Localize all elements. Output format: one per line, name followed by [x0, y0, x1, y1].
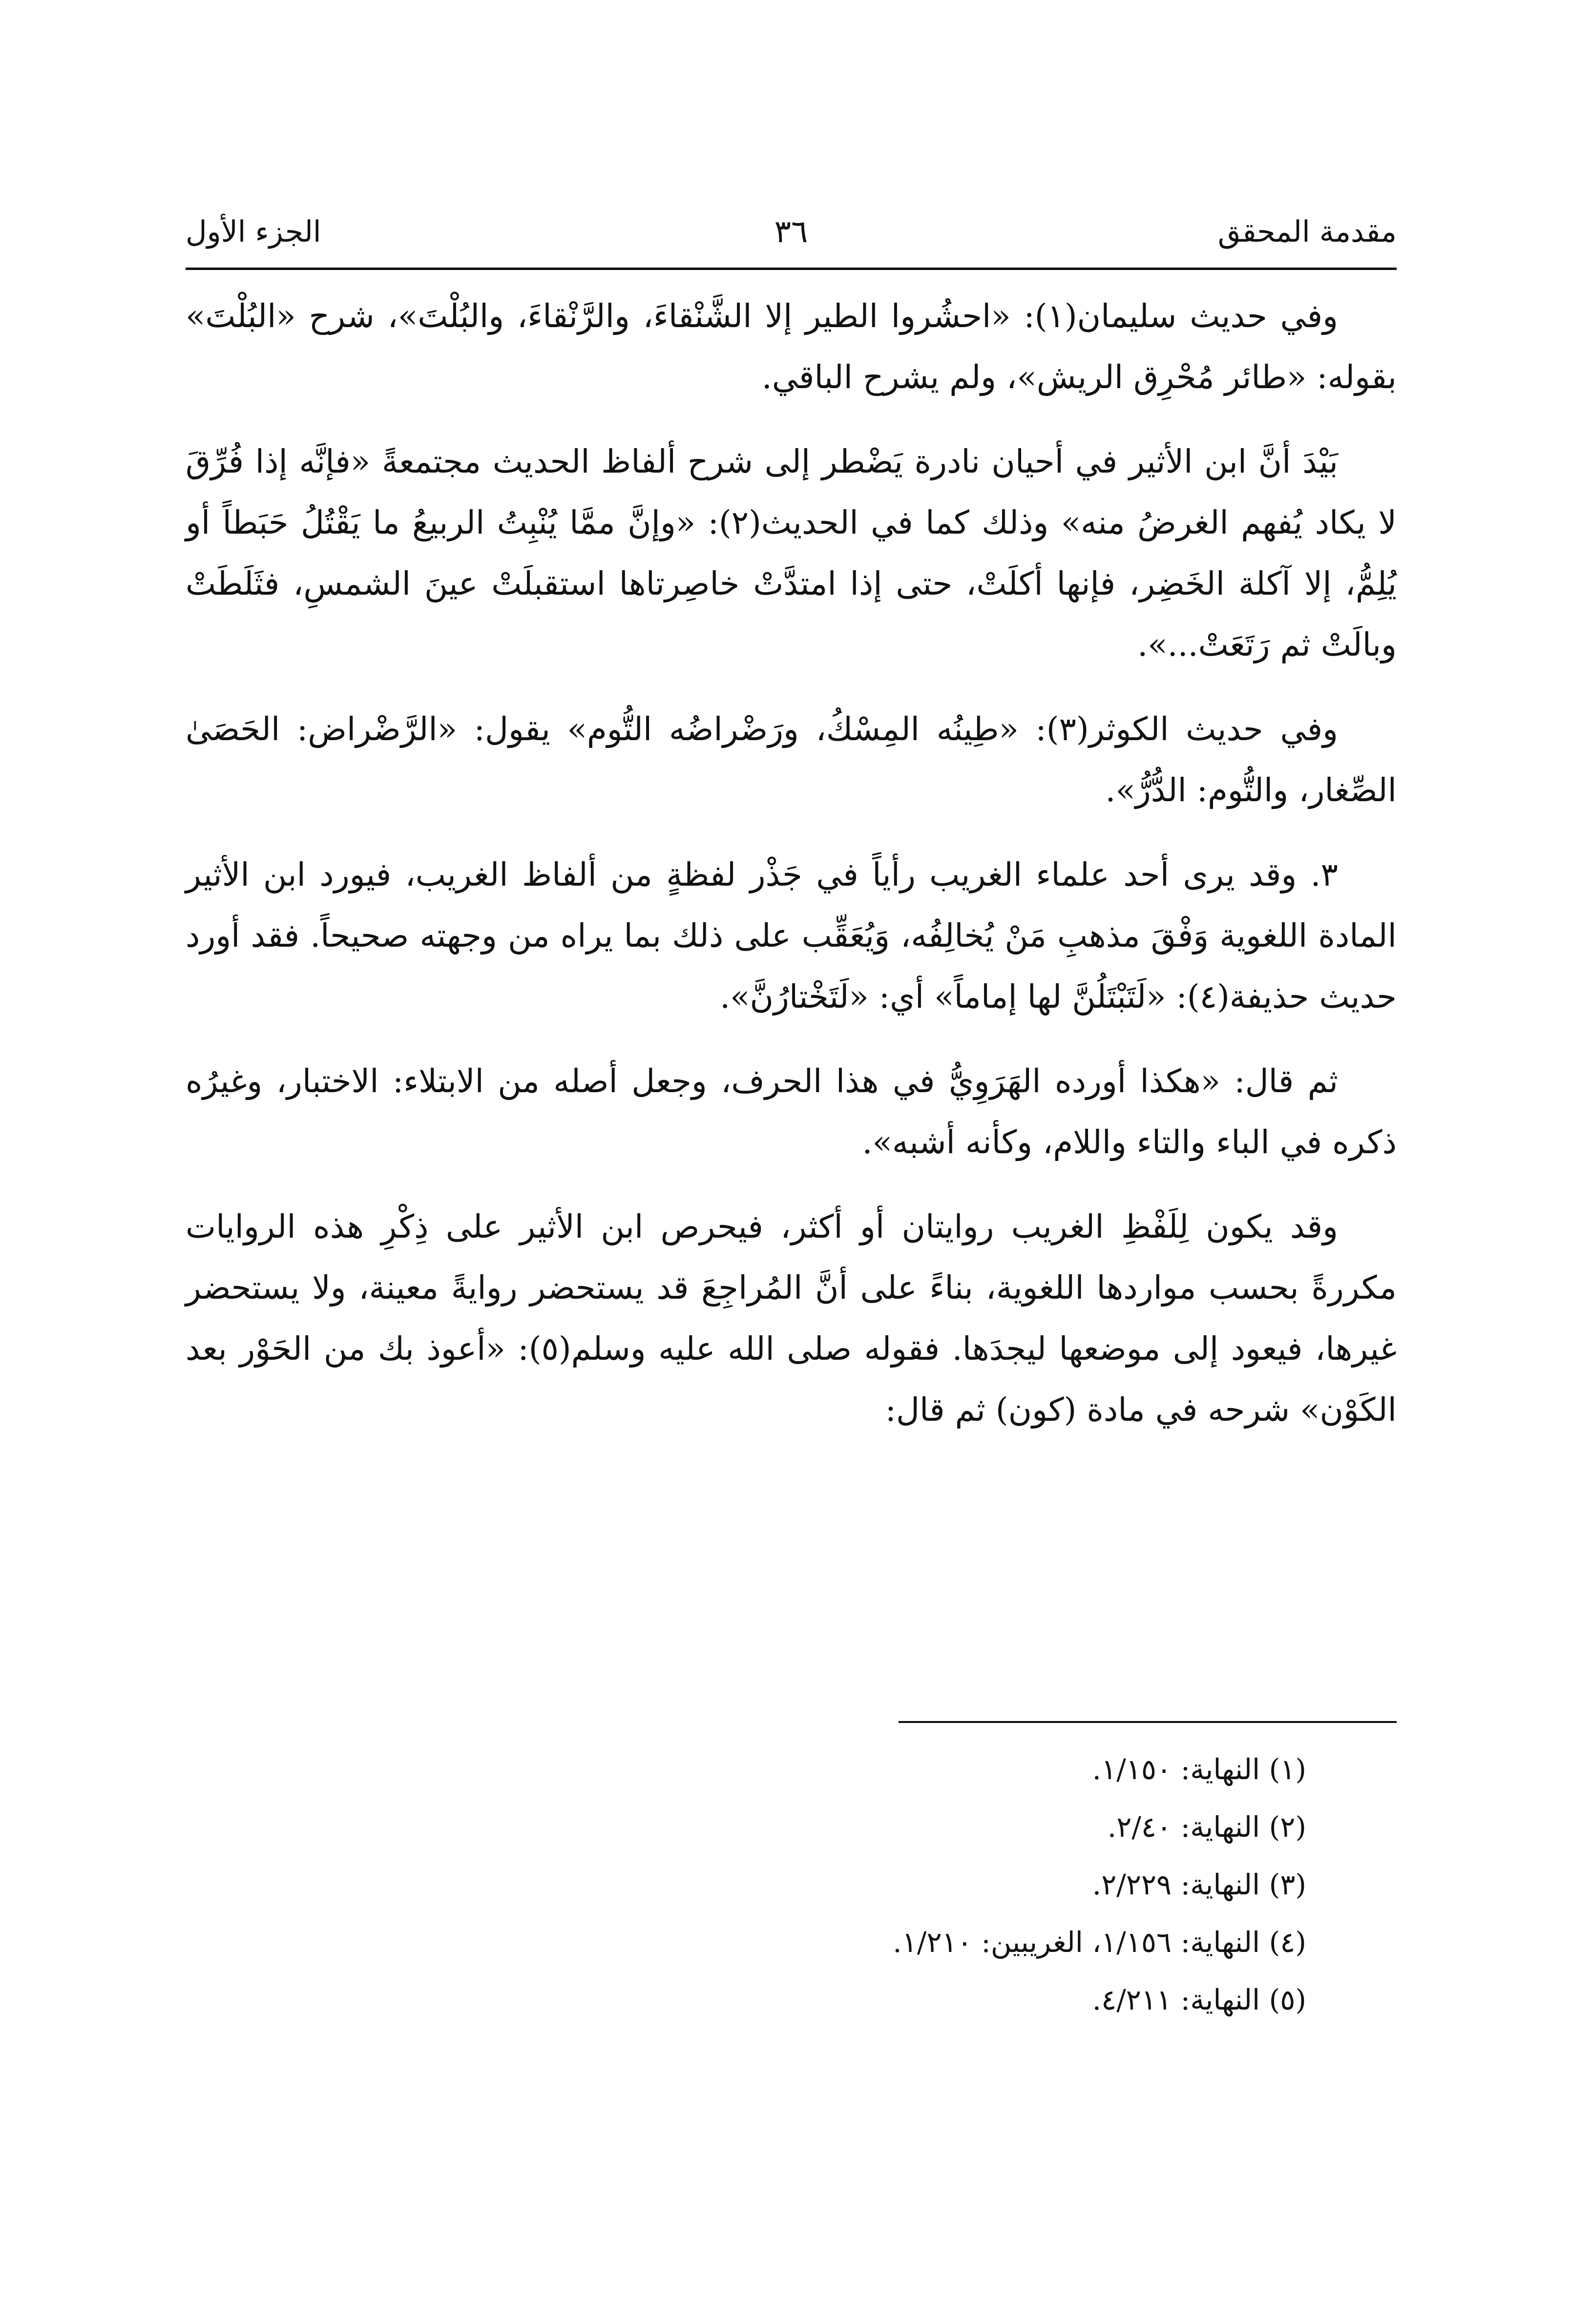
- footnote: (٣) النهاية: ٢/٢٢٩.: [1092, 1868, 1306, 1901]
- footnote-rule: [899, 1721, 1397, 1723]
- paragraph: ثم قال: «هكذا أورده الهَرَوِيُّ في هذا الحرف، وجعل أصله من الابتلاء: الاختبار، وغيرُه ذكره في الباء والتاء واللام، وكأنه أشبه».: [186, 1062, 1397, 1161]
- footnotes-list: [186, 1741, 1306, 2029]
- volume-title: الجزء الأول: [186, 215, 321, 249]
- paragraph: بَيْدَ أنَّ ابن الأثير في أحيان نادرة يَضْطر إلى شرح ألفاظ الحديث مجتمعةً «فإنَّه إذا فُرِّقَ لا يكاد يُفهم الغرضُ منه» وذلك كما في الحديث(٢): «وإنَّ ممَّا يُنْبِتُ الربيعُ ما يَقْتُلُ حَبَطاً أو يُلِمُّ، إلا آكلة الخَضِر، فإنها أكلَتْ، حتى إذا امتدَّتْ خاصِرتاها استقبلَتْ عينَ الشمسِ، فثَلَطَتْ وبالَتْ ثم رَتَعَتْ...».: [186, 443, 1397, 664]
- footnote: (١) النهاية: ١/١٥٠.: [1092, 1753, 1306, 1786]
- paragraph: وفي حديث الكوثر(٣): «طِينُه المِسْكُ، ورَضْراضُه التُّوم» يقول: «الرَّضْراض: الحَصَىٰ الصِّغار، والتُّوم: الدُّرُّ».: [186, 710, 1397, 809]
- paragraph: ٣. وقد يرى أحد علماء الغريب رأياً في جَذْر لفظةٍ من ألفاظ الغريب، فيورد ابن الأثير المادة اللغوية وَفْقَ مذهبِ مَنْ يُخالِفُه، وَيُعَقِّب على ذلك بما يراه من وجهته صحيحاً. فقد أورد حديث حذيفة(٤): «لَتَبْتَلُنَّ لها إماماً» أي: «لَتَخْتارُنَّ».: [186, 856, 1397, 1016]
- section-title: مقدمة المحقق: [1217, 215, 1397, 249]
- footnote: (٢) النهاية: ٢/٤٠.: [1107, 1810, 1306, 1844]
- footnote: (٥) النهاية: ٤/٢١١.: [1092, 1983, 1306, 2016]
- running-header: [186, 205, 1397, 259]
- main-text: [186, 286, 1397, 1464]
- page-number: ٣٦: [774, 214, 808, 250]
- paragraph: وقد يكون لِلَفْظِ الغريب روايتان أو أكثر، فيحرص ابن الأثير على ذِكْرِ هذه الروايات مكررةً بحسب مواردها اللغوية، بناءً على أنَّ المُراجِعَ قد يستحضر روايةً معينة، ولا يستحضر غيرها، فيعود إلى موضعها ليجدَها. فقوله صلى الله عليه وسلم(٥): «أعوذ بك من الحَوْر بعد الكَوْن» شرحه في مادة (كون) ثم قال:: [186, 1208, 1397, 1429]
- footnote: (٤) النهاية: ١/١٥٦، الغريبين: ١/٢١٠.: [893, 1926, 1306, 1959]
- paragraph: وفي حديث سليمان(١): «احشُروا الطير إلا الشَّنْقاءَ، والرَّنْقاءَ، والبُلْتَ»، شرح «البُلْتَ» بقوله: «طائر مُحْرِق الريش»، ولم يشرح الباقي.: [186, 297, 1397, 396]
- header-rule: [186, 268, 1397, 270]
